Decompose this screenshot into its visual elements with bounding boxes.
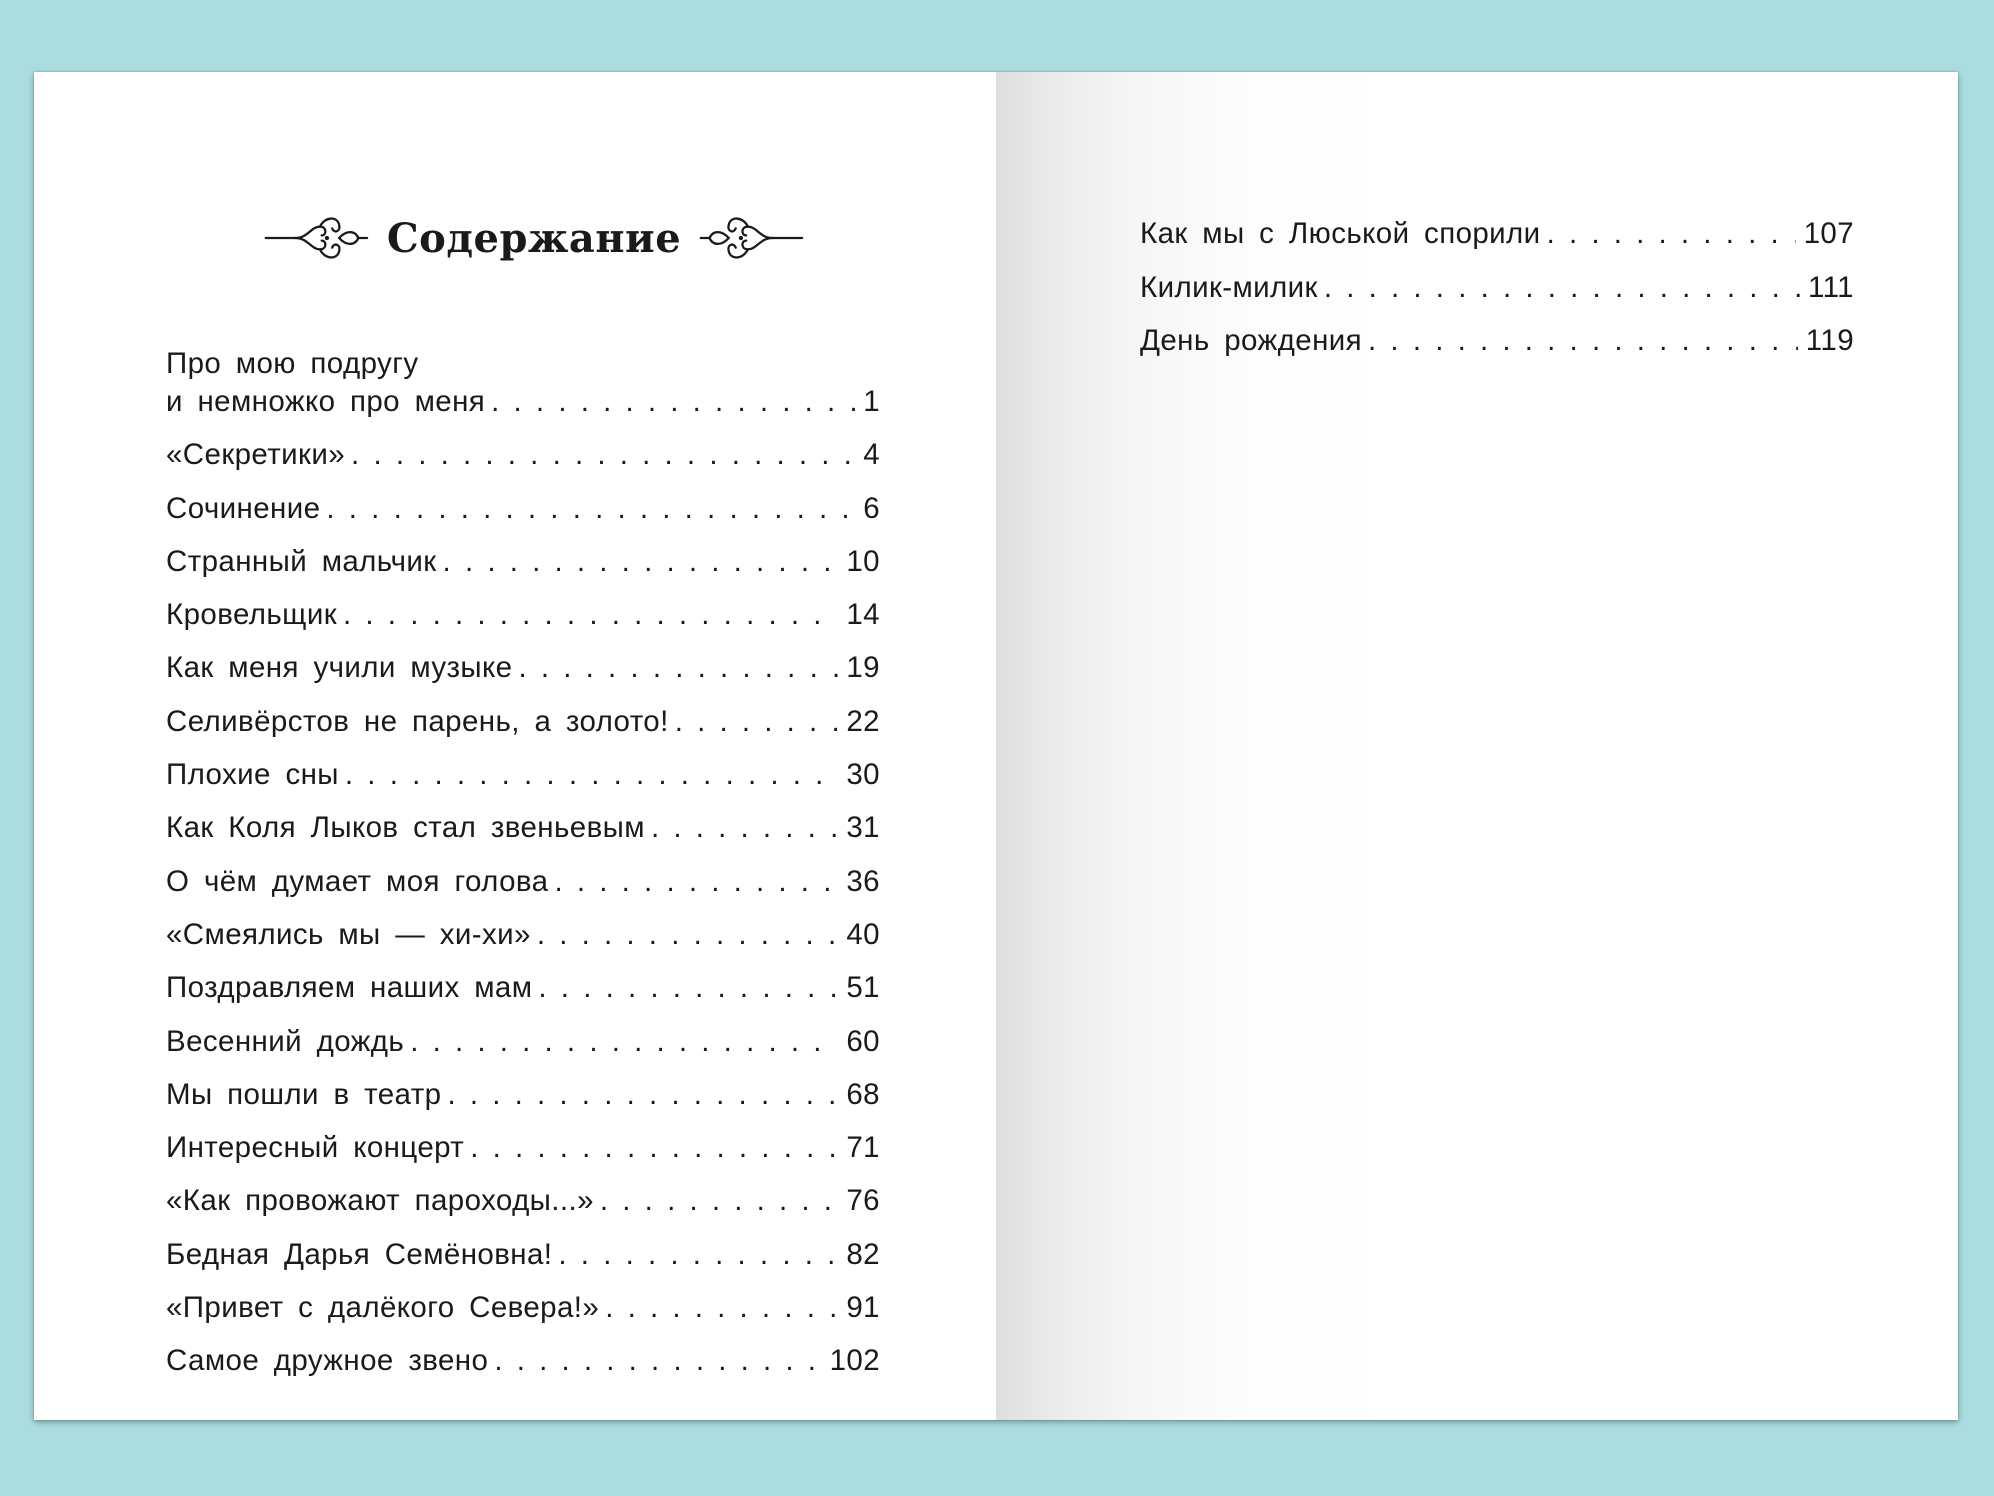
toc-entry-title: Самое дружное звено [166,1344,489,1378]
dot-leader [537,916,839,954]
dot-leader [675,703,839,741]
toc-entry-title [166,345,491,421]
contents-heading [264,190,804,286]
toc-entry-title: «Секретики» [166,438,346,472]
toc-entry-title: «Привет с далёкого Севера!» [166,1291,600,1325]
toc-entry-title: «Как провожают пароходы...» [166,1184,594,1218]
toc-entry-title: Как меня учили музыке [166,651,513,685]
dot-leader [1324,269,1800,307]
dot-leader [1547,215,1796,253]
page-title: Содержание [386,214,682,262]
toc-entry-title-line: Про мою подругу [166,347,419,380]
dot-leader [447,1076,838,1114]
toc-entry-page: 40 [846,917,880,951]
toc-list-right [1140,200,1854,360]
toc-entry-title: «Смеялись мы — хи-хи» [166,917,531,951]
dot-leader [443,543,839,581]
dot-leader [538,969,838,1007]
dot-leader [518,649,838,687]
toc-entry[interactable] [166,954,880,1007]
dot-leader [410,1023,838,1061]
toc-entry-page: 102 [829,1344,880,1378]
left-flourish-ornament [264,203,369,273]
toc-entry-title: Весенний дождь [166,1024,405,1058]
toc-entry-page: 19 [846,651,880,685]
dot-leader [554,863,838,901]
toc-entry-title: Как Коля Лыков стал звеньевым [166,811,645,845]
dot-leader [326,490,855,528]
toc-entry-page: 30 [846,758,880,792]
dot-leader [558,1236,838,1274]
dot-leader [605,1289,838,1327]
toc-entry[interactable] [166,1327,880,1380]
toc-entry-page: 6 [863,491,880,525]
toc-entry-title: Плохие сны [166,758,339,792]
toc-entry-title: Странный мальчик [166,544,437,578]
dot-leader [343,596,838,634]
toc-entry[interactable] [166,581,880,634]
toc-entry-page: 31 [846,811,880,845]
toc-entry-title: Как мы с Люськой спорили [1140,217,1541,251]
right-page [996,72,1958,1420]
toc-entry-title: О чём думает моя голова [166,864,549,898]
toc-entry-page: 91 [846,1291,880,1325]
toc-entry[interactable] [166,528,880,581]
dot-leader [351,436,855,474]
toc-entry[interactable] [166,794,880,847]
toc-entry[interactable] [166,1061,880,1114]
toc-entry-page: 1 [863,385,880,418]
dot-leader [494,1342,821,1380]
toc-entry-title: Поздравляем наших мам [166,971,533,1005]
toc-entry[interactable] [166,1007,880,1060]
toc-entry-page: 4 [863,438,880,472]
toc-entry-page: 107 [1803,217,1854,251]
toc-entry[interactable] [166,687,880,740]
toc-entry-title: Килик-милик [1140,270,1318,304]
toc-entry[interactable] [166,474,880,527]
toc-entry-page: 76 [846,1184,880,1218]
toc-entry[interactable] [1140,253,1854,306]
toc-entry-title-line: и немножко про меня [166,385,486,418]
toc-entry[interactable] [166,847,880,900]
toc-entry-page: 51 [846,971,880,1005]
toc-list-left [166,340,880,1380]
toc-entry-page: 119 [1805,323,1854,357]
toc-entry-page: 14 [846,598,880,632]
toc-entry-page: 10 [846,544,880,578]
book-spread [34,72,1958,1420]
toc-entry[interactable] [166,340,880,421]
toc-entry[interactable] [166,634,880,687]
toc-entry[interactable] [166,421,880,474]
toc-entry-title: Бедная Дарья Семёновна! [166,1237,553,1271]
right-flourish-ornament [699,203,804,273]
toc-entry[interactable] [166,901,880,954]
toc-entry-title: Интересный концерт [166,1131,465,1165]
toc-entry-page: 82 [846,1237,880,1271]
toc-entry[interactable] [166,741,880,794]
toc-entry[interactable] [166,1220,880,1273]
toc-entry[interactable] [1140,200,1854,253]
toc-entry-title: Селивёрстов не парень, а золото! [166,704,669,738]
toc-entry-title: Сочинение [166,491,321,525]
dot-leader [491,383,855,421]
toc-entry-page: 111 [1807,270,1854,304]
toc-entry[interactable] [166,1274,880,1327]
toc-entry-title: Мы пошли в театр [166,1077,442,1111]
toc-entry-title: Кровельщик [166,598,338,632]
dot-leader [651,809,838,847]
dot-leader [1368,322,1798,360]
dot-leader [600,1182,838,1220]
toc-entry[interactable] [1140,307,1854,360]
toc-entry-page: 60 [846,1024,880,1058]
toc-entry[interactable] [166,1114,880,1167]
toc-entry-page: 22 [846,704,880,738]
dot-leader [470,1129,838,1167]
toc-entry-page: 71 [846,1131,880,1165]
toc-entry-page: 68 [846,1077,880,1111]
toc-entry[interactable] [166,1167,880,1220]
toc-entry-page: 36 [846,864,880,898]
left-page [34,72,996,1420]
dot-leader [345,756,838,794]
toc-entry-title: День рождения [1140,323,1363,357]
